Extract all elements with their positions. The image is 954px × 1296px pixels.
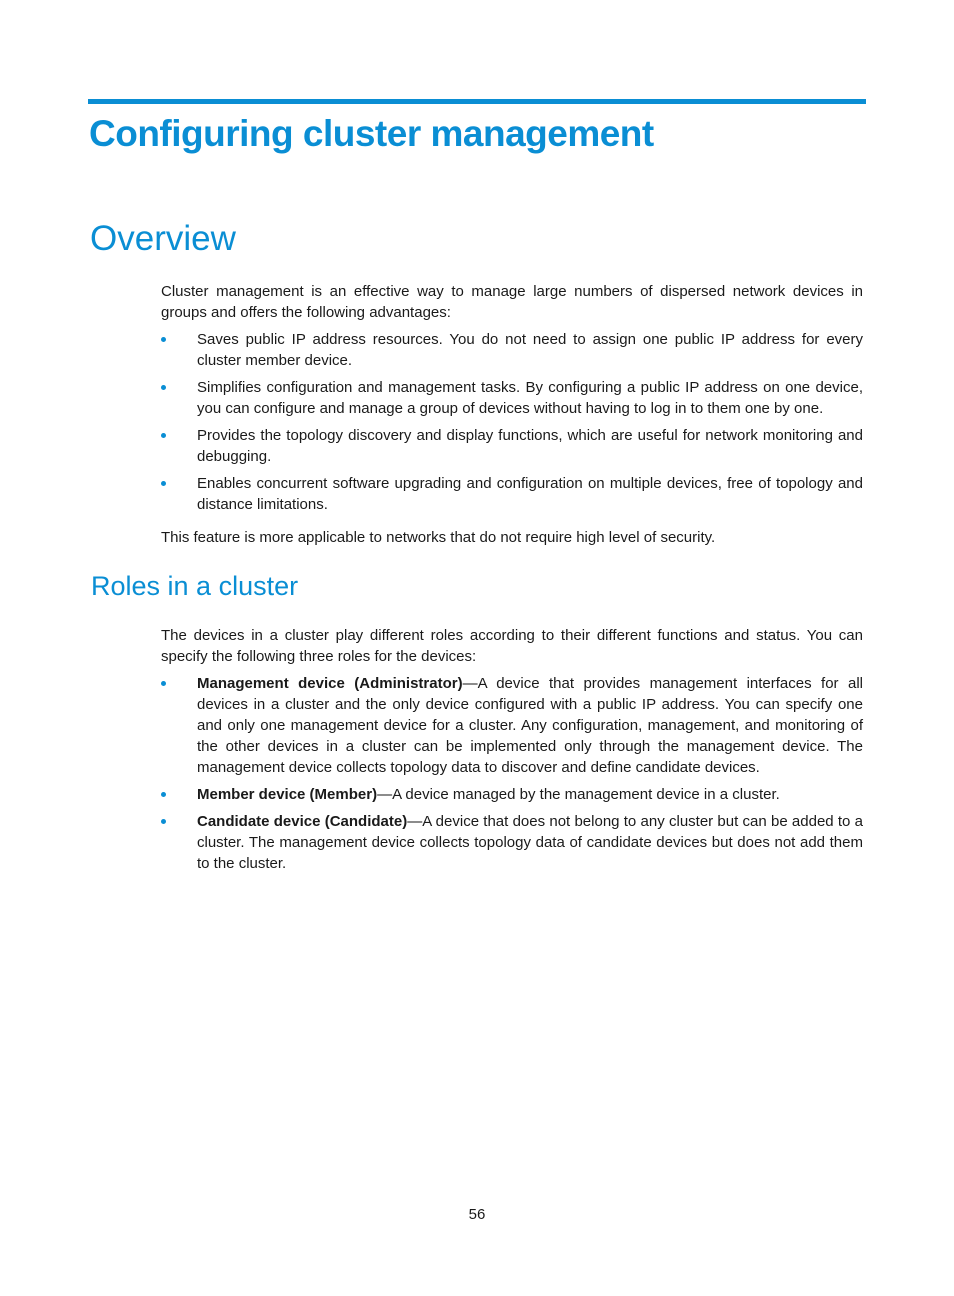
list-item (161, 673, 863, 778)
role-term: Candidate device (Candidate) (197, 813, 408, 830)
list-item-text: Simplifies configuration and management tasks. By configuring a public IP address on one device, you can configure and manage a group of devices without having to log in to them one by one. (197, 379, 863, 417)
roles-intro: The devices in a cluster play different roles according to their different functions and status. You can specify the following three roles for the devices: (161, 627, 863, 665)
list-item (161, 377, 863, 419)
role-description: —A device that provides management interfaces for all devices in a cluster and the only device configured with a public IP address. You can specify one and only one management device for a cluster. Any configuration, management, and monitoring of the other devices in a cluster can be implemented only through the management device. The management device collects topology data to discover and define candidate devices. (197, 675, 863, 776)
role-description: —A device that does not belong to any cluster but can be added to a cluster. The management device collects topology data of candidate devices but does not add them to the cluster. (197, 813, 864, 872)
list-item (161, 811, 863, 874)
list-item (161, 425, 863, 467)
bullet-icon (161, 819, 166, 824)
bullet-icon (161, 681, 166, 686)
bullet-icon (161, 792, 166, 797)
bullet-icon (161, 385, 166, 390)
overview-heading: Overview (90, 219, 236, 258)
page-number: 56 (468, 1206, 486, 1223)
bullet-icon (161, 481, 166, 486)
chapter-rule (88, 99, 866, 104)
list-item (161, 329, 863, 371)
overview-closing: This feature is more applicable to networks that do not require high level of security. (161, 529, 716, 546)
advantages-list (161, 329, 863, 521)
bullet-icon (161, 337, 166, 342)
roles-heading: Roles in a cluster (91, 571, 299, 601)
role-description: —A device managed by the management device in a cluster. (377, 786, 780, 803)
roles-list (161, 673, 863, 880)
role-term: Management device (Administrator) (197, 675, 463, 692)
list-item-text: Provides the topology discovery and display functions, which are useful for network monitoring and debugging. (197, 427, 863, 465)
list-item (161, 473, 863, 515)
chapter-title: Configuring cluster management (89, 113, 654, 154)
list-item-text: Saves public IP address resources. You do not need to assign one public IP address for every cluster member device. (197, 331, 863, 369)
role-term: Member device (Member) (197, 786, 378, 803)
bullet-icon (161, 433, 166, 438)
list-item-text: Enables concurrent software upgrading and configuration on multiple devices, free of topology and distance limitations. (197, 475, 863, 513)
overview-intro: Cluster management is an effective way to manage large numbers of dispersed network devices in groups and offers the following advantages: (161, 283, 863, 321)
list-item (161, 784, 863, 805)
